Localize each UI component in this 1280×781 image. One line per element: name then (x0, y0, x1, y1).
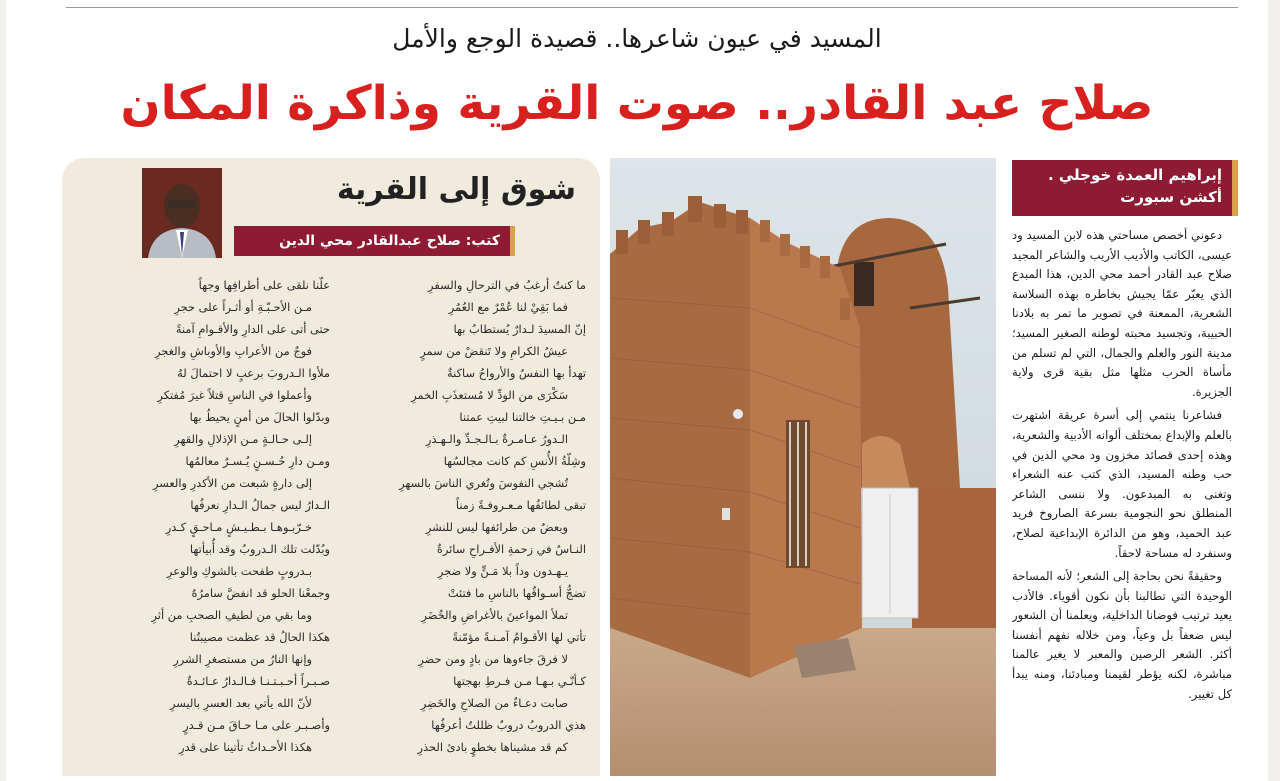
verse-line: تضجُّ أسـواقُها بالناسِ ما فتئتْ (447, 586, 586, 600)
byline-author: إبراهيم العمدة خوجلي . (1047, 166, 1222, 184)
verse-line: فوجٌ من الأعرابِ والأوباشِ والغجرِ (154, 344, 312, 358)
author-portrait (142, 168, 222, 258)
verse-line: تبقى لطائفُها مـعـروفـةً زمناً (455, 498, 586, 512)
byline-box (1012, 160, 1232, 216)
verse-line: صابت دعـاءٌ من الصلاحِ والخَضِرِ (420, 696, 568, 710)
verse-line: وإنها النارُ من مستصغرِ الشررِ (173, 652, 312, 666)
byline-source: أكشن سبورت (1120, 188, 1222, 206)
verse-line: تُشجي النفوسَ وتُغري الناسَ بالسهرِ (399, 476, 568, 490)
verse-line: خـرّبـوهـا بـطـيـشٍ مـاحـقٍ كـدرِ (165, 520, 312, 534)
verse-line: حتى أتى على الدارِ والأقـوامِ آمنةً (175, 322, 330, 336)
verse-line: النـاسُ في زحمةِ الأفـراحِ سائرةٌ (436, 542, 586, 556)
verse-line: وبُدّلت تلك الـدروبُ وقد أُبيأتها (189, 542, 330, 556)
verse-line: عيشُ الكرامِ ولا تَنقضْ من سمرٍ (420, 344, 568, 358)
top-divider (66, 7, 1238, 8)
article-headline: صلاح عبد القادر.. صوت القرية وذاكرة المكان (120, 76, 1154, 131)
verse-line: مـن بـيـتِ خالتنا لبيتِ عمتنا (459, 410, 586, 424)
verse-line: ملأوا الـدروبَ برعبٍ لا احتمالَ لهُ (177, 366, 330, 380)
verse-line: إلى دارةٍ شبعت من الأكدرِ والعسرِ (152, 476, 312, 490)
verse-line: كـأنّـي بـهـا مـن فـرطِ بهجتها (453, 674, 586, 688)
verse-line: لا فرقَ جاءوها من بادٍ ومن حضرِ (418, 652, 568, 666)
verse-line: تهدأ بها النفسُ والأرواحُ ساكنةٌ (447, 366, 586, 380)
verse-line: تأتي لها الأقـوامُ آمـنـةً مؤمّنةً (452, 630, 586, 644)
verse-line: لأنّ الله يأتي بعد العسرِ باليسرِ (170, 696, 312, 710)
verse-line: مـن الأحـبّـةِ أو أثـراً على حجرِ (174, 300, 312, 314)
mosque-illustration (610, 158, 996, 776)
verse-line: كم قد مشيناها بخطوٍ بادئ الحذرِ (417, 740, 568, 754)
poem-title: شوق إلى القرية (336, 172, 576, 207)
verse-line: وبدّلوا الحالَ من أمنٍ يحيطُ بها (189, 410, 330, 424)
article-body (1012, 226, 1232, 778)
article-paragraph: فشاعرنا ينتمي إلى أسرة عريقة اشتهرت بالعلم والإبداع بمختلف ألوانه الأدبية والشعرية، وهذه إحدى قصائد مخزون ود محي الدين في حب وطنه المسيد، الذي كتب عنه الشعراء وتغنى به المبدعون. ولا ننسى الشاعر المنطلق نحو النجومية بسرعة الصاروخ فريد عبد الحميد، وهو من الدائرة الإبداعية لصلاح، وسنفرد له مساحة لاحقاً. (1012, 408, 1232, 560)
poem-right-column (338, 274, 586, 758)
article-kicker: المسيد في عيون شاعرها.. قصيدة الوجع والأمل (392, 24, 882, 53)
verse-line: هكذا الأحـداثُ تأتينا على قدرِ (179, 740, 312, 754)
verse-line: ما كنتُ أرغبُ في الترحالِ والسفرِ (428, 278, 586, 292)
verse-line: يـهـدون وداً بلا مَـنٍّ ولا ضجرِ (437, 564, 568, 578)
verse-line: علّنا نلقى على أطرافِها وجهاً (198, 278, 330, 292)
verse-line: الـدورُ عـامـرةٌ بـالـجـدِّ والـهـذرِ (425, 432, 568, 446)
verse-line: بـدروبٍ طفحت بالشوكِ والوعرِ (166, 564, 312, 578)
verse-line: ومـن دارِ حُـسـنٍ يُـسـرٌ معالمُها (185, 454, 330, 468)
poem-author: كتب: صلاح عبدالقادر محي الدين (234, 226, 510, 256)
verse-line: إلـى حـالـةٍ مـن الإذلالِ والقهرِ (174, 432, 312, 446)
verse-line: فما بَقِيْ لنا عُمْرٌ مع العُمُرِ (448, 300, 568, 314)
article-paragraph: وحقيقةً نحن بحاجة إلى الشعر؛ لأنه المساحة الوحيدة التي تطالبنا بأن نكون أقوياء. فالأدب يعيد ترتيب فوضانا الداخلية، ويعلمنا أن الشعور ليس ضعفاً بل وعياً، ومن خلاله نفهم أنفسنا أكثر. الشعر الرصين والمعبر لا يغير عالمنا مباشرة، لكنه يؤطر لقيمنا ومبادئنا، ومنه يبدأ كل تغيير. (1012, 569, 1232, 701)
verse-line: سَكْرَى من الودِّ لا مُستعذَبِ الخمرِ (411, 388, 568, 402)
verse-line: صـبـراً أحـبـتـنـا فـالـدارُ عـائـدةٌ (186, 674, 330, 688)
poem-left-column (82, 274, 330, 758)
verse-line: هكذا الحالُ قد عظمت مصيبتُنا (189, 630, 330, 644)
verse-line: وبعضٌ من طرائفها ليس للنشرِ (425, 520, 568, 534)
mosque-photo (610, 158, 996, 776)
poem-box (62, 158, 600, 776)
verse-line: وشِلّةُ الأُنسِ كم كانت مجالسُها (443, 454, 586, 468)
verse-line: هذي الدروبُ دروبٌ ظللتُ أعرفُها (431, 718, 586, 732)
verse-line: وجمعْنا الحلو قد انفضَّ سامرُهُ (191, 586, 330, 600)
verse-line: الـدارُ ليس جمالُ الـدارِ نعرفُها (190, 498, 330, 512)
article-paragraph: دعوني أخصص مساحتي هذه لابن المسيد ود عيسى، الكاتب والأديب الأريب والشاعر المجيد صلاح عبد القادر أحمد محي الدين، هذا المبدع الذي يعبّر عمّا يجيش بخاطره بهذه السلاسة الشعرية، الممعنة في تصوير ما تمر به بلادنا الحبيبة، وتجسيد محبته لوطنه الصغير المسيد؛ مدينة النور والعلم والجمال، التي لم تسلم من مأساة الحرب مثلها مثل بقية قرى ولاية الجزيرة. (1012, 228, 1232, 399)
verse-line: تملأ المواعينَ بالأغراضِ والخُضَرِ (421, 608, 568, 622)
verse-line: إنّ المسيدَ لـدارٌ يُستطابُ بها (453, 322, 586, 336)
verse-line: وأعملوا في الناسِ قتلاً غيرَ مُفتكرِ (157, 388, 312, 402)
verse-line: وما بقي من لطيفِ الصحبِ من أثرِ (151, 608, 312, 622)
verse-line: وأصـبـر على مـا حـاقَ مـن قـدرٍ (183, 718, 330, 732)
newspaper-page (6, 0, 1268, 781)
